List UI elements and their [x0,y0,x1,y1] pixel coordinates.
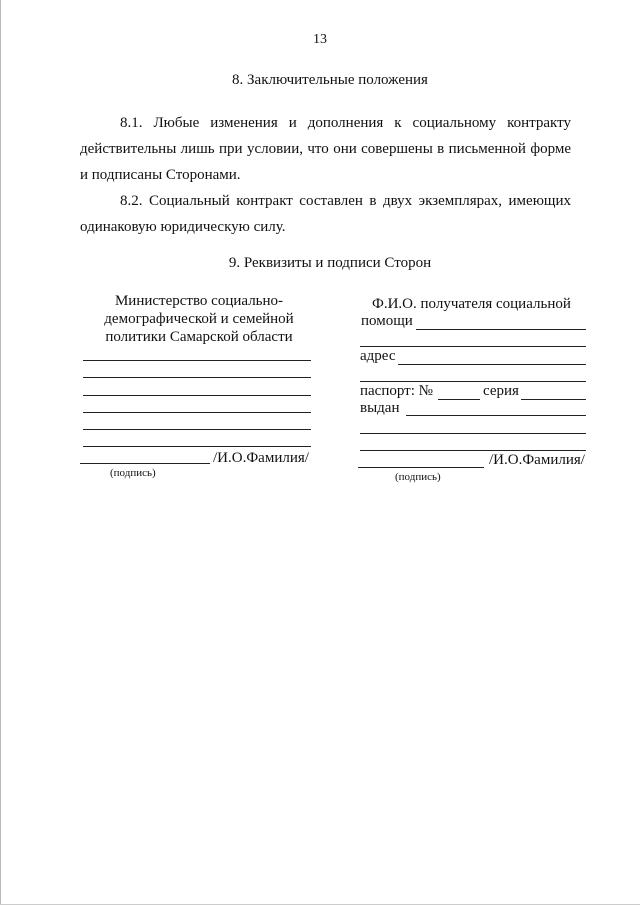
ministry-details-line[interactable] [83,412,311,413]
recipient-signature-caption: (подпись) [395,471,441,483]
address-label: адрес [360,348,396,364]
ministry-signature-name: /И.О.Фамилия/ [213,450,309,466]
ministry-signature-line[interactable] [80,463,210,464]
recipient-signature-line[interactable] [358,467,484,468]
passport-series-line[interactable] [521,399,586,400]
ministry-title-line: политики Самарской области [105,329,293,345]
recipient-name-line[interactable] [360,346,586,347]
recipient-title: Ф.И.О. получателя социальной [372,296,571,312]
recipient-title-cont: помощи [361,313,413,329]
passport-number-line[interactable] [438,399,480,400]
page-edge-left [0,0,1,905]
recipient-signature-name: /И.О.Фамилия/ [489,452,585,468]
issued-line[interactable] [406,415,586,416]
paragraph-8-1-line: 8.1. Любые изменения и дополнения к социальному контракту [120,115,571,131]
recipient-name-line[interactable] [416,329,586,330]
issued-label: выдан [360,400,400,416]
address-line[interactable] [398,364,586,365]
paragraph-8-1-line: и подписаны Сторонами. [80,167,241,183]
page-number: 13 [313,32,327,47]
passport-label: паспорт: № [360,383,433,399]
series-label: серия [483,383,519,399]
ministry-details-line[interactable] [83,395,311,396]
paragraph-8-2-line: одинаковую юридическую силу. [80,219,286,235]
ministry-details-line[interactable] [83,446,311,447]
section-9-heading: 9. Реквизиты и подписи Сторон [228,255,432,271]
ministry-details-line[interactable] [83,377,311,378]
ministry-details-line[interactable] [83,429,311,430]
issued-line[interactable] [360,433,586,434]
paragraph-8-2-line: 8.2. Социальный контракт составлен в двух экземплярах, имеющих [120,193,571,209]
address-line[interactable] [360,381,586,382]
paragraph-8-2 [80,188,571,240]
ministry-title-line: Министерство социально- [114,293,284,309]
issued-line[interactable] [360,450,586,451]
paragraph-8-1-line: действительны лишь при условии, что они совершены в письменной форме [80,141,571,157]
ministry-title-line: демографической и семейной [104,311,294,327]
section-8-heading: 8. Заключительные положения [232,72,428,88]
ministry-title [80,292,318,346]
ministry-details-line[interactable] [83,360,311,361]
ministry-signature-caption: (подпись) [110,467,156,479]
paragraph-8-1 [80,110,571,188]
